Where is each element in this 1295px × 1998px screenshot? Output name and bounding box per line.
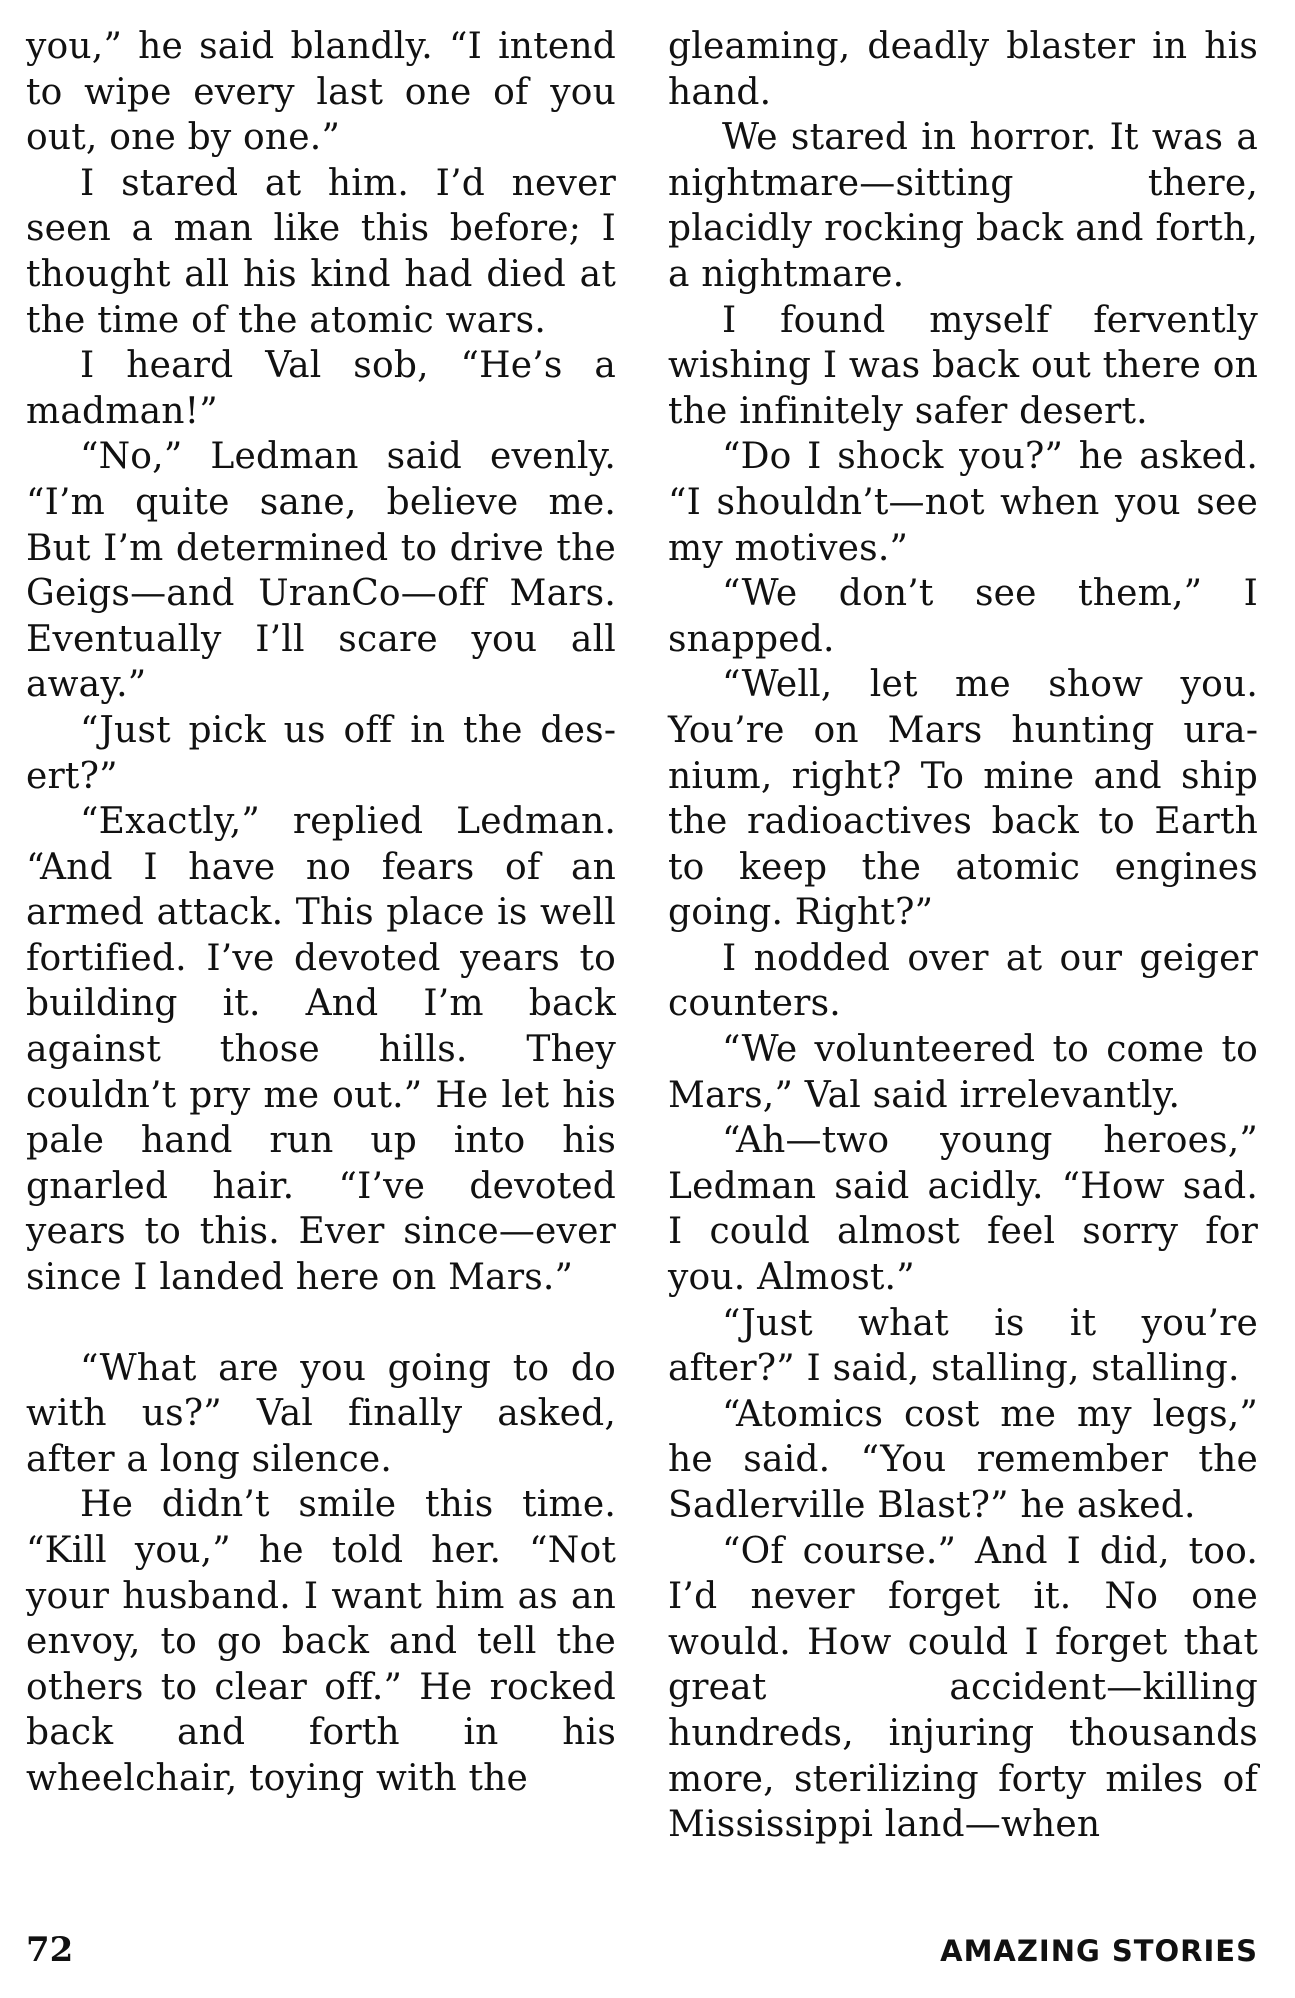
paragraph: I nodded over at our geiger counters. bbox=[668, 937, 1258, 1025]
running-title: AMAZING STORIES bbox=[940, 1934, 1258, 1968]
paragraph: “No,” Ledman said evenly. “I’m quite sane, believe me. But I’m determined to drive the Geigs—and UranCo—off Mars. Eventually I’ll scare you all away.” bbox=[26, 436, 616, 706]
paragraph: “Just what is it you’re after?” I said, stalling, stalling. bbox=[668, 1302, 1258, 1390]
paragraph: “Well, let me show you. You’re on Mars hunting uranium, right? To mine and ship the radioactives back to Earth to keep the atomic engines going. Right?” bbox=[668, 664, 1258, 934]
page-footer bbox=[26, 1930, 1258, 1974]
paragraph: “Exactly,” replied Ledman. “And I have no fears of an armed attack. This place is well fortified. I’ve devoted years to building it. And I’m back against those hills. They couldn’t pry me out.” He let his pale hand run up into his gnarled hair. “I’ve devoted years to this. Ever since—ever since I landed here on Mars.” bbox=[26, 801, 616, 1299]
paragraph: “Ah—two young heroes,” Ledman said acidly. “How sad. I could almost feel sorry for you. Almost.” bbox=[668, 1120, 1258, 1299]
paragraph: “Atomics cost me my legs,” he said. “You remember the Sadlerville Blast?” he asked. bbox=[668, 1393, 1258, 1526]
paragraph: “We don’t see them,” I snapped. bbox=[668, 573, 1258, 660]
left-column bbox=[26, 24, 616, 1802]
paragraph: “Of course.” And I did, too. I’d never forget it. No one would. How could I forget that great accident—killing hundreds, injuring thousands more, sterilizing forty miles of Mississippi land—when bbox=[668, 1530, 1258, 1846]
paragraph: We stared in horror. It was a nightmare—sitting there, placidly rocking back and forth, a nightmare. bbox=[668, 117, 1258, 295]
page-number: 72 bbox=[26, 1930, 74, 1970]
paragraph: you,” he said blandly. “I intend to wipe every last one of you out, one by one.” bbox=[26, 26, 616, 159]
paragraph: “What are you going to do with us?” Val finally asked, after a long silence. bbox=[26, 1347, 616, 1480]
paragraph: “We volunteered to come to Mars,” Val said irrelevantly. bbox=[668, 1029, 1258, 1116]
paragraph: “Do I shock you?” he asked. “I shouldn’t—not when you see my motives.” bbox=[668, 436, 1258, 569]
paragraph: I heard Val sob, “He’s a madman!” bbox=[26, 345, 616, 432]
paragraph: I stared at him. I’d never seen a man like this before; I thought all his kind had died at the time of the atomic wars. bbox=[26, 162, 616, 341]
paragraph: “Just pick us off in the desert?” bbox=[26, 709, 616, 797]
paragraph: gleaming, deadly blaster in his hand. bbox=[668, 26, 1258, 113]
paragraph: He didn’t smile this time. “Kill you,” he told her. “Not your husband. I want him as an envoy, to go back and tell the others to clear off.” He rocked back and forth in his wheelchair, toying with the bbox=[26, 1484, 616, 1799]
right-column bbox=[668, 24, 1258, 1848]
paragraph: I found myself fervently wishing I was back out there on the infinitely safer desert. bbox=[668, 299, 1258, 432]
